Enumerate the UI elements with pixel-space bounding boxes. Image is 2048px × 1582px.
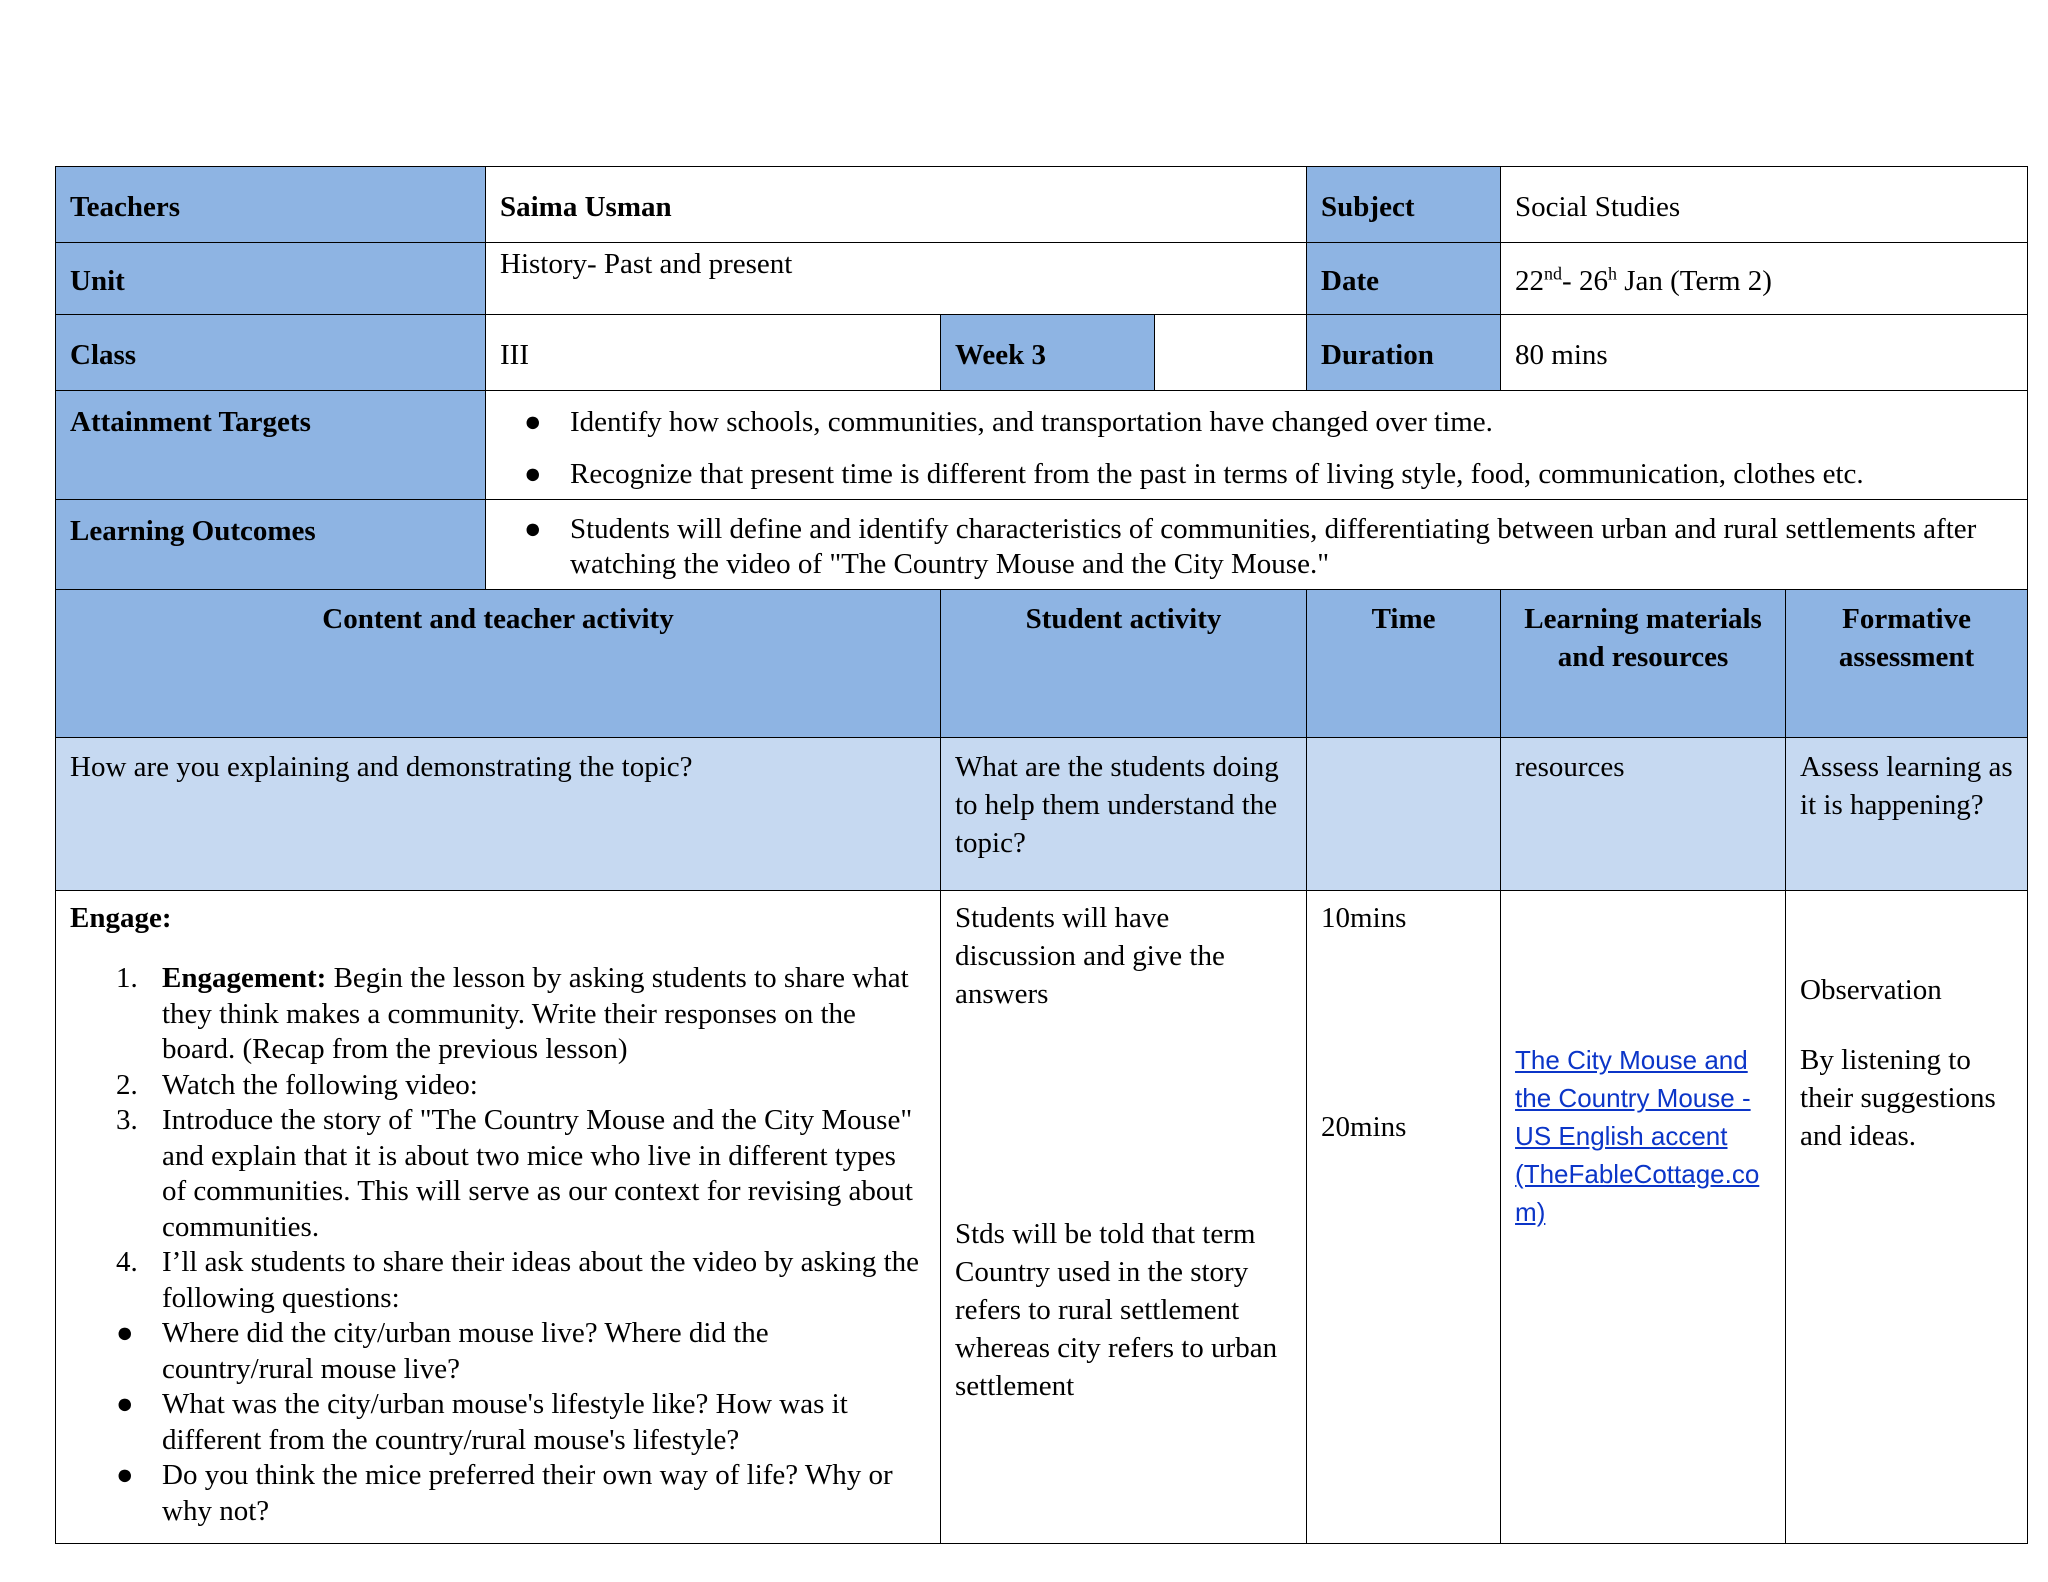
date-part-2: - 26 bbox=[1562, 264, 1608, 297]
list-item bbox=[524, 512, 2013, 582]
step-text: Watch the following video: bbox=[162, 1068, 478, 1101]
list-item bbox=[116, 1245, 926, 1316]
bullet-icon: ● bbox=[116, 1317, 134, 1349]
assessment-2: By listening to their suggestions and ideas. bbox=[1800, 1044, 1996, 1152]
attainment-text: Identify how schools, communities, and transportation have changed over time. bbox=[570, 406, 1493, 438]
column-header-student: Student activity bbox=[941, 590, 1307, 738]
date-value bbox=[1501, 243, 2028, 315]
list-item bbox=[116, 1068, 926, 1104]
outcomes-label: Learning Outcomes bbox=[56, 500, 486, 590]
guide-time bbox=[1307, 738, 1501, 891]
engage-student-cell bbox=[941, 891, 1307, 1544]
unit-value: History- Past and present bbox=[486, 243, 1307, 315]
engage-steps bbox=[70, 961, 926, 1529]
attainment-text: Recognize that present time is different from the past in terms of living style, food, communication, clothes etc. bbox=[570, 458, 1864, 490]
column-header-content: Content and teacher activity bbox=[56, 590, 941, 738]
outcomes-list bbox=[500, 512, 2013, 582]
list-item bbox=[524, 403, 2013, 441]
question-text: Where did the city/urban mouse live? Where did the country/rural mouse live? bbox=[162, 1317, 769, 1385]
step-text: Begin the lesson by asking students to share what they think makes a community. Write their responses on the board. (Recap from the previous lesson) bbox=[162, 962, 909, 1065]
bullet-icon: ● bbox=[524, 458, 542, 490]
bullet-icon: ● bbox=[524, 406, 542, 438]
step-text: I’ll ask students to share their ideas about the video by asking the following questions: bbox=[162, 1246, 920, 1314]
learning-outcomes bbox=[486, 500, 2028, 590]
week-label: Week 3 bbox=[941, 315, 1155, 391]
date-suffix-2: h bbox=[1607, 262, 1617, 283]
step-bold-label: Engagement: bbox=[162, 962, 327, 994]
list-item bbox=[116, 1103, 926, 1245]
attainment-list bbox=[500, 403, 2013, 493]
question-text: Do you think the mice preferred their own way of life? Why or why not? bbox=[162, 1459, 893, 1527]
date-suffix-1: nd bbox=[1544, 262, 1563, 283]
student-activity-2: Stds will be told that term Country used in the story refers to rural settlement whereas city refers to urban settlement bbox=[955, 1218, 1278, 1402]
attainment-targets bbox=[486, 391, 2028, 500]
column-header-time: Time bbox=[1307, 590, 1501, 738]
guide-assessment: Assess learning as it is happening? bbox=[1786, 738, 2028, 891]
time-1: 10mins bbox=[1321, 902, 1407, 934]
bullet-icon: ● bbox=[116, 1459, 134, 1491]
column-header-materials: Learning materials and resources bbox=[1501, 590, 1786, 738]
list-item bbox=[524, 455, 2013, 493]
resource-link[interactable]: The City Mouse and the Country Mouse - US English accent (TheFableCottage.co m) bbox=[1515, 1045, 1760, 1227]
subject-value: Social Studies bbox=[1501, 167, 2028, 243]
subject-label: Subject bbox=[1307, 167, 1501, 243]
guide-materials: resources bbox=[1501, 738, 1786, 891]
step-number: 1. bbox=[116, 962, 138, 994]
list-item bbox=[116, 1387, 926, 1458]
step-number: 2. bbox=[116, 1068, 138, 1101]
duration-label: Duration bbox=[1307, 315, 1501, 391]
teachers-value: Saima Usman bbox=[486, 167, 1307, 243]
date-part-3: Jan (Term 2) bbox=[1616, 264, 1772, 297]
attainment-label: Attainment Targets bbox=[56, 391, 486, 500]
step-number: 3. bbox=[116, 1104, 138, 1136]
engage-title: Engage: bbox=[70, 902, 172, 934]
list-item bbox=[116, 1458, 926, 1529]
list-item bbox=[116, 961, 926, 1068]
step-number: 4. bbox=[116, 1246, 138, 1278]
guide-student: What are the students doing to help them understand the topic? bbox=[941, 738, 1307, 891]
time-2: 20mins bbox=[1321, 1111, 1407, 1143]
outcome-text: Students will define and identify characteristics of communities, differentiating between urban and rural settlements after watching the video of "The Country Mouse and the City Mouse." bbox=[570, 513, 1977, 580]
assessment-1: Observation bbox=[1800, 974, 1942, 1006]
bullet-icon: ● bbox=[524, 513, 542, 545]
question-text: What was the city/urban mouse's lifestyle like? How was it different from the country/rural mouse's lifestyle? bbox=[162, 1388, 848, 1456]
duration-value: 80 mins bbox=[1501, 315, 2028, 391]
class-value: III bbox=[486, 315, 941, 391]
engage-time-cell bbox=[1307, 891, 1501, 1544]
date-label: Date bbox=[1307, 243, 1501, 315]
teachers-label: Teachers bbox=[56, 167, 486, 243]
guide-content: How are you explaining and demonstrating the topic? bbox=[56, 738, 941, 891]
date-part-1: 22 bbox=[1515, 264, 1545, 297]
lesson-plan-table bbox=[55, 166, 2028, 1544]
list-item bbox=[116, 1316, 926, 1387]
engage-content-cell bbox=[56, 891, 941, 1544]
engage-materials-cell bbox=[1501, 891, 1786, 1544]
column-header-assessment: Formative assessment bbox=[1786, 590, 2028, 738]
bullet-icon: ● bbox=[116, 1388, 134, 1420]
class-label: Class bbox=[56, 315, 486, 391]
week-value bbox=[1155, 315, 1307, 391]
step-text: Introduce the story of "The Country Mouse and the City Mouse" and explain that it is about two mice who live in different types of communities. This will serve as our context for revising about communities. bbox=[162, 1104, 913, 1243]
engage-assessment-cell bbox=[1786, 891, 2028, 1544]
unit-label: Unit bbox=[56, 243, 486, 315]
student-activity-1: Students will have discussion and give the answers bbox=[955, 902, 1225, 1010]
